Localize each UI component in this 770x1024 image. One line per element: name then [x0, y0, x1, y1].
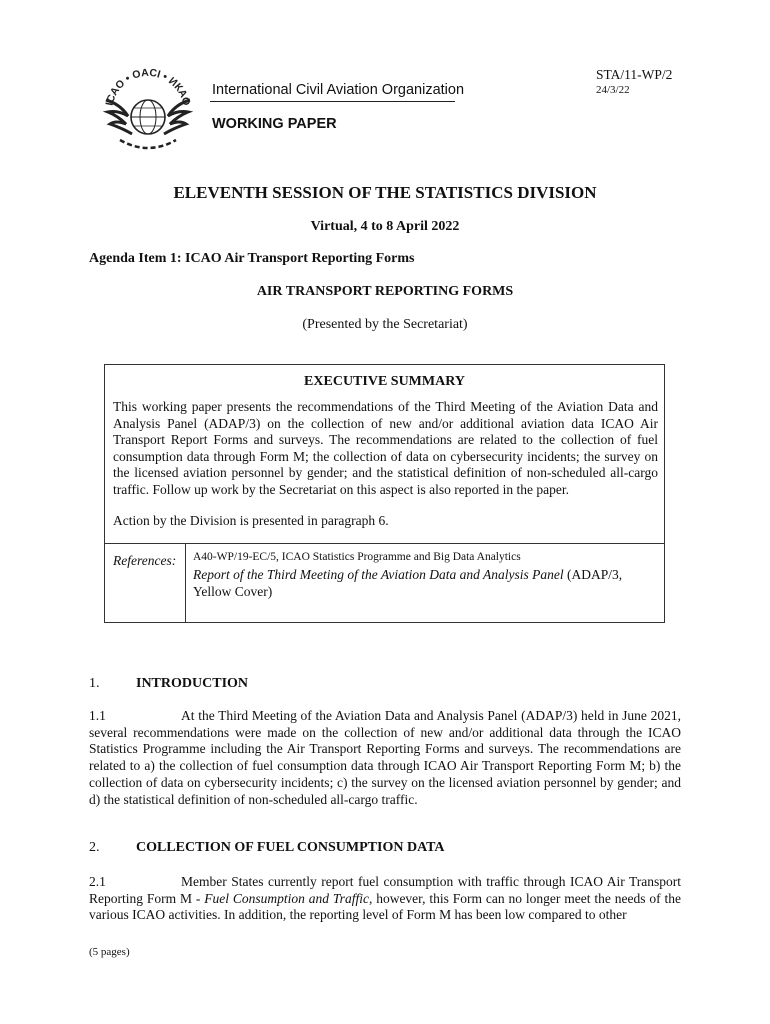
references-divider: [185, 543, 186, 622]
document-reference: STA/11-WP/2: [596, 67, 673, 82]
paper-type-label: WORKING PAPER: [212, 116, 337, 132]
icao-emblem-icon: [98, 60, 198, 160]
session-dates: Virtual, 4 to 8 April 2022: [310, 219, 460, 234]
executive-summary-box: [104, 364, 665, 623]
page-count: (5 pages): [89, 946, 130, 958]
reference-item-1: A40-WP/19-EC/5, ICAO Statistics Programme and Big Data Analytics: [193, 551, 521, 563]
paragraph-text: Member States currently report fuel consumption with traffic through ICAO Air Transport Reporting Form M -: [89, 874, 681, 906]
organization-name: International Civil Aviation Organization: [212, 82, 465, 98]
summary-heading: EXECUTIVE SUMMARY: [304, 374, 465, 389]
references-label: References:: [113, 553, 177, 568]
paragraph-number: 2.1: [89, 874, 106, 889]
section-number: 2.: [89, 840, 100, 855]
section-title: COLLECTION OF FUEL CONSUMPTION DATA: [136, 840, 445, 855]
paragraph-number: 1.1: [89, 708, 106, 723]
paragraph-text-continued: , however, this Form can no longer meet the needs of the various ICAO activities. In addition, the reporting level of Form M has been low compared to other: [89, 890, 682, 923]
summary-body: This working paper presents the recommendations of the Third Meeting of the Aviation Data and Analysis Panel (ADAP/3) on the collection of new and/or additional aviation data ICAO Air Transport Report Forms and surveys. The recommendations are related to the collection of fuel consumption data through Form M; the collection of data on cybersecurity incidents; the survey on the licensed aviation personnel by gender; and the statistical definition of non-scheduled all-cargo traffic. Follow up work by the Secretariat on this aspect is also reported in the paper.: [113, 399, 658, 497]
reference-2-detail: (ADAP/3, Yellow Cover): [193, 567, 623, 599]
paper-title: AIR TRANSPORT REPORTING FORMS: [256, 284, 514, 299]
summary-divider: [105, 543, 664, 544]
header-rule: [210, 101, 455, 102]
session-title: ELEVENTH SESSION OF THE STATISTICS DIVISION: [173, 183, 597, 202]
svg-text:ICAO • OACI • ИКАО: ICAO • OACI • ИКАО: [103, 66, 193, 107]
paragraph-1-1: [89, 708, 681, 808]
form-m-title: Fuel Consumption and Traffic: [204, 890, 369, 906]
reference-2-title: Report of the Third Meeting of the Aviation Data and Analysis Panel: [193, 567, 564, 582]
document-date: 24/3/22: [596, 84, 630, 96]
icao-logo: [98, 60, 198, 160]
paragraph-2-1: [89, 874, 681, 924]
summary-action: Action by the Division is presented in paragraph 6.: [113, 513, 389, 528]
reference-item-2: [193, 567, 655, 600]
paragraph-text: At the Third Meeting of the Aviation Data and Analysis Panel (ADAP/3) held in June 2021, several recommendations were made on the collection of new and/or additional data through the ICAO Statistics Programme including the Air Transport Reporting Forms and surveys. The recommendations are related to a) the collection of fuel consumption data through ICAO Air Transport Reporting Form M; b) the collection of data on cybersecurity incidents; c) the survey on the licensed aviation personnel by gender; and d) the statistical definition of non-scheduled all-cargo traffic.: [89, 708, 681, 807]
agenda-item: Agenda Item 1: ICAO Air Transport Reporting Forms: [89, 251, 415, 266]
section-title: INTRODUCTION: [136, 676, 249, 691]
section-number: 1.: [89, 676, 100, 691]
presented-by: (Presented by the Secretariat): [302, 317, 468, 332]
